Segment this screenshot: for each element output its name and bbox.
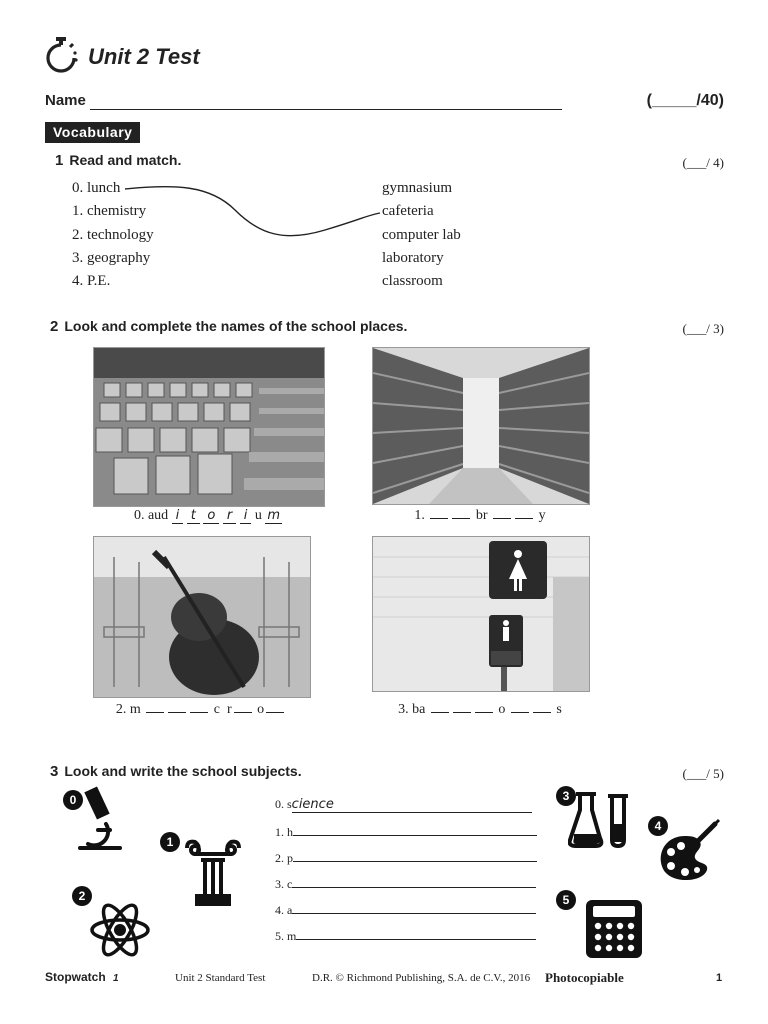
number-badge: 1 — [160, 832, 180, 852]
word-letter: u — [254, 508, 262, 523]
stopwatch-icon — [44, 36, 78, 76]
word-prefix: 1. — [414, 508, 425, 523]
microscope-icon — [76, 786, 128, 856]
calculator-icon — [585, 899, 643, 959]
ex2-item-2 — [93, 702, 309, 718]
ex2-item-3 — [372, 702, 588, 718]
bathroom-photo — [372, 536, 590, 692]
atom-icon — [88, 898, 152, 962]
answer-row — [275, 901, 536, 923]
letter-blank[interactable] — [430, 517, 448, 519]
ex2-item-1 — [372, 508, 588, 524]
answer-row — [275, 823, 537, 845]
name-field[interactable] — [90, 108, 562, 110]
exercise-number: 3 — [50, 763, 59, 780]
brand-name: Stopwatch — [45, 970, 106, 984]
match-left-item: 0. lunch — [72, 180, 121, 196]
letter-blank[interactable] — [475, 711, 493, 713]
exercise-number: 1 — [55, 152, 64, 169]
number-badge: 0 — [63, 790, 83, 810]
letter-blank[interactable] — [190, 711, 208, 713]
word-letter: o — [498, 702, 506, 717]
letter-blank[interactable] — [452, 517, 470, 519]
page-number: 1 — [716, 972, 723, 984]
word-letter: y — [538, 508, 546, 523]
answer-prefix: 1. h — [275, 825, 293, 839]
match-left-item: 1. chemistry — [72, 203, 147, 219]
example-answer: r — [223, 508, 236, 524]
footer-photocopiable: Photocopiable — [545, 970, 624, 985]
letter-blank[interactable] — [234, 711, 252, 713]
letter-blank[interactable] — [168, 711, 186, 713]
match-left-item: 3. geography — [72, 250, 151, 266]
brand-level: 1 — [113, 973, 119, 984]
letter-blank[interactable] — [266, 711, 284, 713]
section-banner: Vocabulary — [45, 122, 140, 143]
match-right-item: computer lab — [382, 227, 461, 243]
letter-blank[interactable] — [533, 711, 551, 713]
word-prefix: 3. ba — [398, 702, 426, 717]
answer-row — [275, 849, 537, 871]
ex2-item-0 — [93, 508, 323, 524]
palette-icon — [655, 818, 723, 886]
exercise-3-heading — [50, 763, 302, 780]
example-answer: o — [203, 508, 219, 524]
answer-field[interactable]: cience — [292, 797, 532, 813]
exercise-1-heading — [55, 152, 181, 169]
number-badge: 2 — [72, 886, 92, 906]
library-photo — [372, 347, 590, 505]
auditorium-photo — [93, 347, 325, 507]
answer-prefix: 2. p — [275, 851, 293, 865]
answer-prefix: 0. s — [275, 797, 292, 811]
letter-blank[interactable] — [453, 711, 471, 713]
match-right-item: cafeteria — [382, 203, 434, 219]
match-right-item: gymnasium — [382, 180, 452, 196]
footer-test-name: Unit 2 Standard Test — [175, 972, 266, 984]
example-answer: m — [267, 508, 281, 523]
answer-row — [275, 927, 536, 949]
number-badge: 4 — [648, 816, 668, 836]
letter-blank[interactable] — [511, 711, 529, 713]
match-right-item: classroom — [382, 273, 443, 289]
exercise-instruction: Look and write the school subjects. — [64, 763, 302, 779]
word-letter: s — [556, 702, 562, 717]
answer-row — [275, 797, 532, 819]
exercise-points: (___/ 3) — [682, 321, 724, 336]
exercise-points: (___/ 5) — [682, 766, 724, 781]
answer-prefix: 3. c — [275, 877, 293, 891]
match-left-item: 4. P.E. — [72, 273, 111, 289]
word-prefix: 2. m — [115, 702, 141, 717]
example-answer: i — [240, 508, 252, 524]
answer-field[interactable] — [292, 901, 536, 914]
answer-field[interactable] — [293, 823, 537, 836]
answer-field[interactable] — [296, 927, 536, 940]
answer-prefix: 5. m — [275, 929, 297, 943]
letter-blank[interactable] — [515, 517, 533, 519]
answer-prefix: 4. a — [275, 903, 293, 917]
match-right-item: laboratory — [382, 250, 444, 266]
answer-row — [275, 875, 536, 897]
match-left-item: 2. technology — [72, 227, 154, 243]
example-answer: t — [187, 508, 200, 524]
word-letter: c — [213, 702, 220, 717]
answer-field[interactable] — [292, 875, 536, 888]
word-prefix: 0. aud — [133, 508, 169, 523]
column-icon — [183, 838, 243, 908]
page-title: Unit 2 Test — [88, 44, 200, 69]
exercise-2-heading — [50, 318, 407, 335]
word-letter: o — [257, 702, 265, 717]
letter-blank[interactable] — [493, 517, 511, 519]
total-score: (_____/40) — [646, 92, 724, 109]
letter-blank[interactable] — [431, 711, 449, 713]
example-match-line — [125, 180, 385, 245]
exercise-number: 2 — [50, 318, 59, 335]
word-letter: r — [226, 702, 232, 717]
footer-brand — [45, 970, 119, 984]
letter-blank[interactable] — [146, 711, 164, 713]
number-badge: 5 — [556, 890, 576, 910]
exercise-points: (___/ 4) — [682, 155, 724, 170]
name-label: Name — [45, 92, 86, 109]
answer-field[interactable] — [293, 849, 537, 862]
footer-copyright: D.R. © Richmond Publishing, S.A. de C.V., 2016 — [312, 972, 531, 984]
example-answer: i — [172, 508, 184, 524]
number-badge: 3 — [556, 786, 576, 806]
exercise-instruction: Look and complete the names of the school places. — [64, 318, 408, 334]
exercise-instruction: Read and match. — [69, 152, 182, 168]
flasks-icon — [568, 790, 630, 850]
music-room-photo — [93, 536, 311, 698]
word-letter: br — [475, 508, 488, 523]
